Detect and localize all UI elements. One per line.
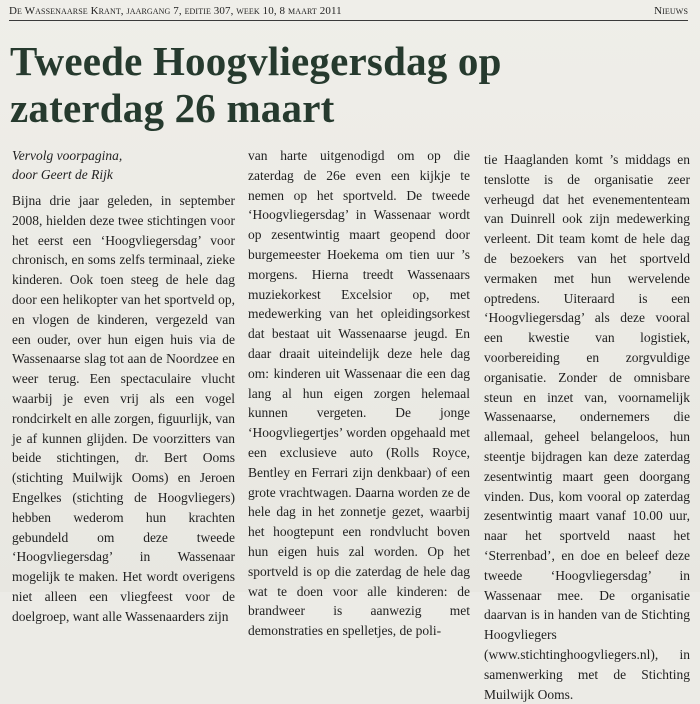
column-1-text: Bijna drie jaar geleden, in september 2008, hielden deze twee stichtingen voor het eerst een ‘Hoogvliegersdag’ voor chronisch, en soms zelfs terminaal, zieke kinderen. Ook toen steeg de hele dag door een helikopter van het sportveld op, en vlogen de kinderen, vergezeld van een ouder, over hun eigen huis via de Wassenaarse slag tot aan de Noordzee en weer terug. Een spectaculaire vlucht waarbij je even vrij als een vogel rondcirkelt en alle zorgen, figuurlijk, van je af kunnen glijden. De voorzitters van beide stichtingen, dr. Bert Ooms (stichting Muilwijk Ooms) en Jeroen Engelkes (stichting de Hoogvliegers) hebben wederom hun krachten gebundeld om deze tweede ‘Hoogvliegersdag’ in Wassenaar mogelijk te maken. Het wordt overigens niet alleen een vliegfeest voor de doelgroep, want alle Wassenaarders zijn [12,193,235,624]
masthead [9,4,688,21]
byline-line-2: door Geert de Rijk [12,167,113,182]
column-2-text: van harte uitgenodigd om op die zaterdag de 26e even een kijkje te nemen op het sportveld. De tweede ‘Hoogvliegersdag’ in Wassenaar wordt op zesentwintig maart geopend door burgemeester Hoekema om tien uur ’s morgens. Hierna treedt Wassenaars muziekorkest Excelsior op, met medewerking van het opleidingsorkest dat bestaat uit Wassenaarse jeugd. En daar draait uiteindelijk deze hele dag om: kinderen uit Wassenaar die een dag lang al hun eigen zorgen helemaal kunnen vergeten. De jonge ‘Hoogvliegertjes’ worden opgehaald met een exclusieve auto (Rolls Royce, Bentley en Ferrari zijn denkbaar) of een grote vrachtwagen. Daarna worden ze de hele dag in het zonnetje gezet, waarbij het hoogtepunt een rondvlucht boven hun eigen huis zal worden. Op het sportveld is op die zaterdag de hele dag wat te doen voor alle kinderen: de brandweer is aanwezig met demonstraties en spelletjes, de poli- [248,148,470,639]
article-column-2 [248,146,470,639]
headline-line-2: zaterdag 26 maart [10,85,335,131]
masthead-publication: De Wassenaarse Krant, jaargang 7, editie 307, week 10, 8 maart 2011 [9,5,342,17]
byline-line-1: Vervolg voorpagina, [12,148,123,163]
article-headline [10,38,690,132]
headline-line-1: Tweede Hoogvliegersdag op [10,38,502,84]
masthead-section: Nieuws [654,5,688,17]
article-column-3 [484,150,690,702]
byline [12,146,235,184]
column-3-text: tie Haaglanden komt ’s middags en tenslotte is de organisatie zeer verheugd dat het evenemententeam van Duinrell ook zijn medewerking verleent. Dit team komt de hele dag de bezoekers van het sportveld vermaken met hun wervelende optredens. Uiteraard is een ‘Hoogvliegersdag’ als deze vooral een kwestie van logistiek, voorbereiding en zorgvuldige organisatie. Zonder de omnisbare steun en inzet van, voornamelijk Wassenaarse, ondernemers die allemaal, geheel belangeloos, hun steentje bijdragen kan deze zaterdag zesentwintig maart geen doorgang vinden. Dus, kom vooral op zaterdag zesentwintig maart vanaf 10.00 uur, naar het sportveld naast het ‘Sterrenbad’, en doe en beleef deze tweede ‘Hoogvliegersdag’ in Wassenaar mee. De organisatie daarvan is in handen van de Stichting Hoogvliegers (www.stichtinghoogvliegers.nl), in samenwerking met de Stichting Muilwijk Ooms. [484,152,690,702]
article-column-1 [12,146,235,624]
